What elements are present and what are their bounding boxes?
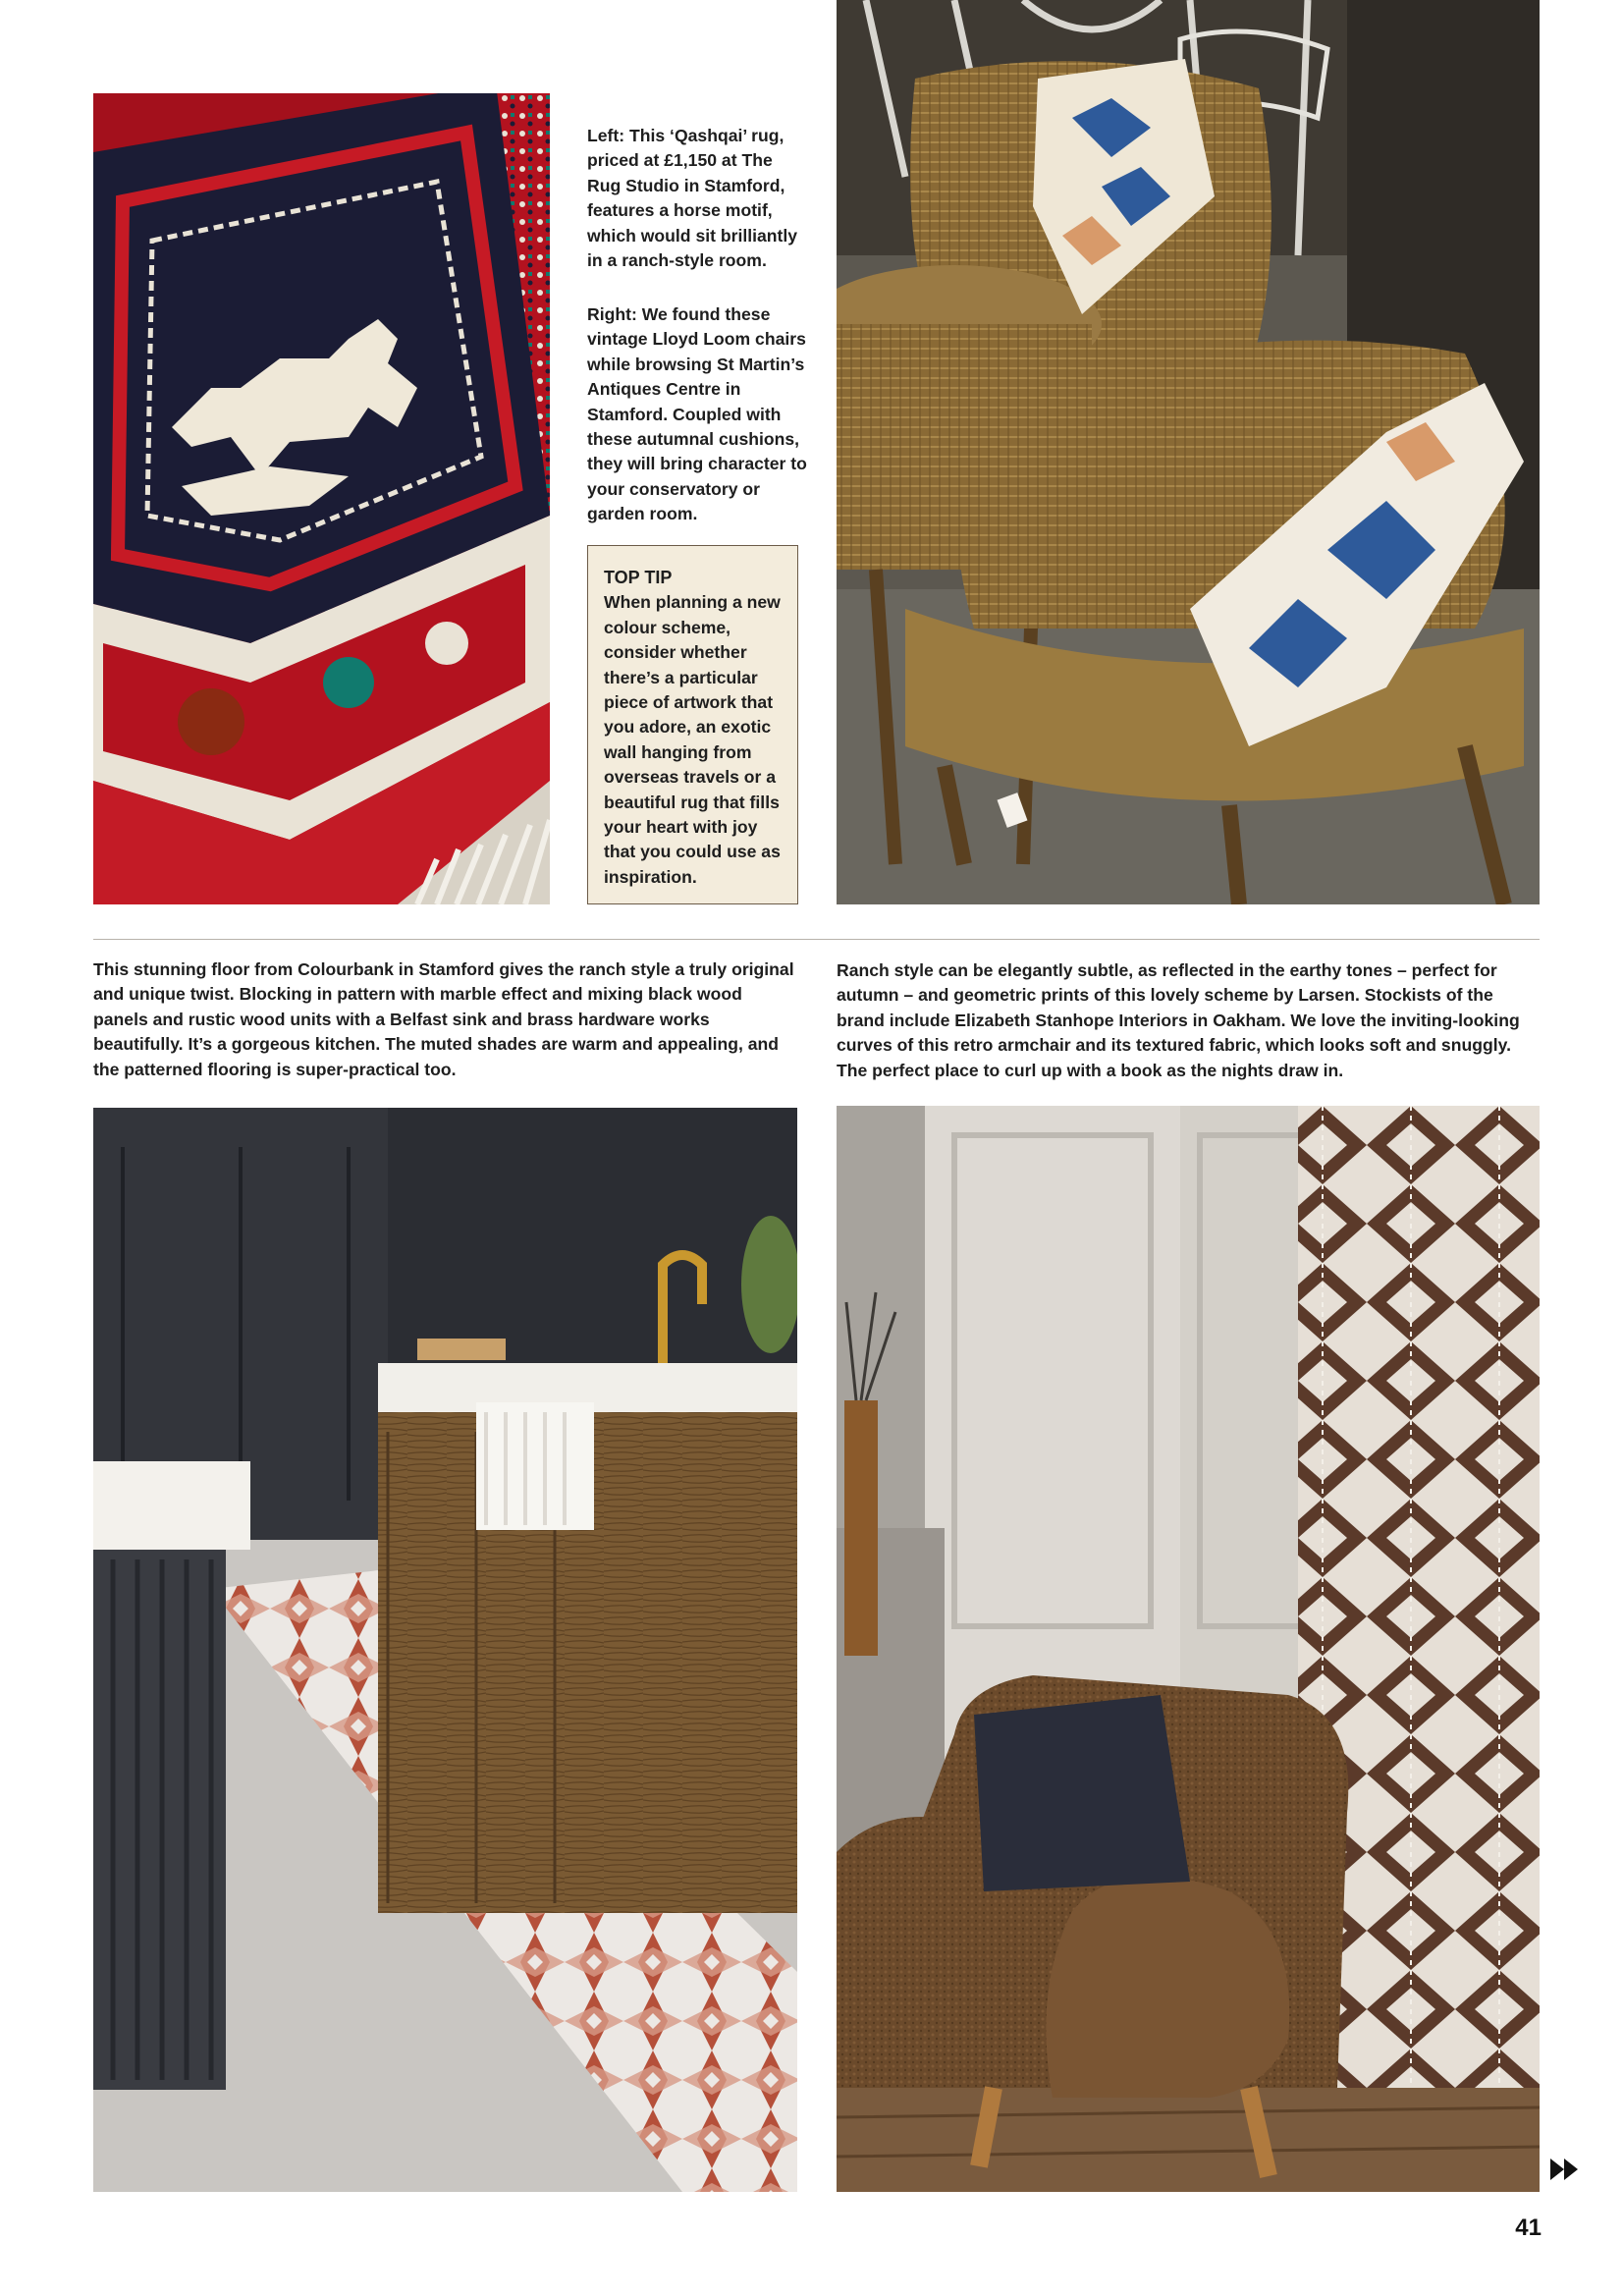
armchair-photo [837, 1106, 1540, 2192]
kitchen-photo [93, 1108, 797, 2192]
rug-photo [93, 93, 550, 904]
chairs-caption: Right: We found these vintage Lloyd Loom chairs while browsing St Martin’s Antiques Centre in Stamford. Coupled with these autumnal cushions, they will bring character to your conservatory or garden room. [587, 304, 807, 524]
fast-forward-icon[interactable] [1550, 2159, 1580, 2180]
page-number: 41 [1515, 2214, 1542, 2241]
kitchen-caption: This stunning floor from Colourbank in Stamford gives the ranch style a truly original and unique twist. Blocking in pattern with marble effect and mixing black wood panels and rustic wood units with a Belfast sink and brass hardware works beautifully. It’s a gorgeous kitchen. The muted shades are warm and appealing, and the patterned flooring is super-practical too. [93, 959, 794, 1079]
top-tip-text: When planning a new colour scheme, consider whether there’s a particular piece of artwork that you adore, an exotic wall hanging from overseas travels or a beautiful rug that fills your heart with joy that you could use as inspiration. [604, 592, 781, 887]
lloyd-loom-chairs-photo [837, 0, 1540, 904]
section-divider [93, 939, 1540, 940]
top-tip-box [587, 545, 798, 904]
armchair-caption: Ranch style can be elegantly subtle, as reflected in the earthy tones – perfect for autumn – and geometric prints of this lovely scheme by Larsen. Stockists of the brand include Elizabeth Stanhope Interiors in Oakham. We love the inviting-looking curves of this retro armchair and its textured fabric, which looks soft and snuggly. The perfect place to curl up with a book as the nights draw in. [837, 960, 1520, 1080]
top-tip-title: TOP TIP [604, 568, 673, 587]
rug-caption: Left: This ‘Qashqai’ rug, priced at £1,150 at The Rug Studio in Stamford, features a horse motif, which would sit brilliantly in a ranch-style room. [587, 126, 798, 271]
